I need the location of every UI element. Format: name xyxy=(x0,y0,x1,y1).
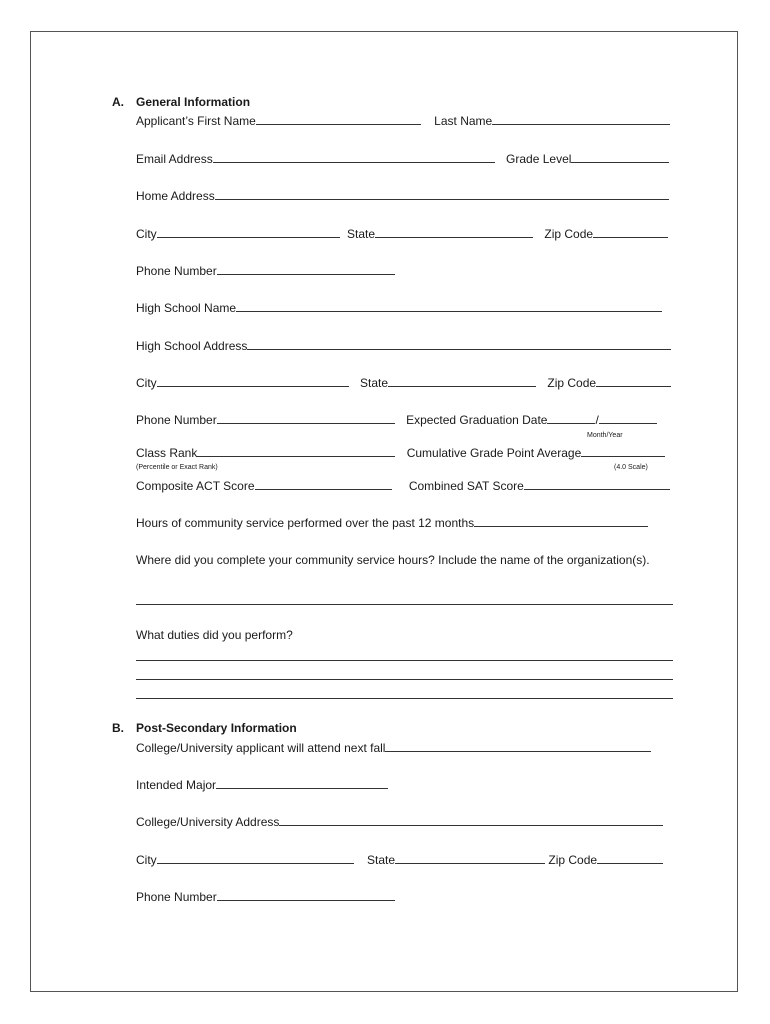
city-row xyxy=(136,227,668,241)
phone-row xyxy=(136,264,395,278)
hs-name-label: High School Name xyxy=(136,301,237,315)
email-row xyxy=(136,152,669,166)
hs-phone-label: Phone Number xyxy=(136,413,217,427)
duties-answer-line-1[interactable] xyxy=(136,660,673,661)
college-city-field[interactable] xyxy=(157,853,354,864)
hs-state-label: State xyxy=(360,376,389,390)
section-a-title: General Information xyxy=(136,95,251,109)
college-phone-field[interactable] xyxy=(217,890,395,901)
city-field[interactable] xyxy=(157,227,340,238)
hs-city-label: City xyxy=(136,376,157,390)
hours-field[interactable] xyxy=(474,516,648,527)
act-label: Composite ACT Score xyxy=(136,479,255,493)
college-address-field[interactable] xyxy=(279,815,663,826)
city-label: City xyxy=(136,227,157,241)
class-rank-note: (Percentile or Exact Rank) xyxy=(136,464,218,471)
duties-answer-line-3[interactable] xyxy=(136,698,673,699)
phone-label: Phone Number xyxy=(136,264,217,278)
section-b-letter: B. xyxy=(112,721,124,735)
grade-level-field[interactable] xyxy=(571,152,669,163)
hs-phone-row xyxy=(136,413,657,427)
grad-year-field[interactable] xyxy=(599,413,657,424)
college-field[interactable] xyxy=(385,741,651,752)
duties-question-row xyxy=(136,628,293,642)
hs-name-row xyxy=(136,301,662,315)
duties-question: What duties did you perform? xyxy=(136,628,293,642)
hs-city-row xyxy=(136,376,671,390)
major-row xyxy=(136,778,388,792)
hs-name-field[interactable] xyxy=(236,301,662,312)
email-label: Email Address xyxy=(136,152,213,166)
hs-phone-field[interactable] xyxy=(217,413,395,424)
hours-label: Hours of community service performed over the past 12 months xyxy=(136,516,475,530)
home-address-field[interactable] xyxy=(215,189,669,200)
hs-state-field[interactable] xyxy=(388,376,536,387)
grad-date-slash: / xyxy=(595,413,599,427)
college-city-label: City xyxy=(136,853,157,867)
hs-address-row xyxy=(136,339,671,353)
state-label: State xyxy=(347,227,376,241)
state-field[interactable] xyxy=(375,227,533,238)
hours-row xyxy=(136,516,648,530)
college-state-label: State xyxy=(367,853,396,867)
gpa-label: Cumulative Grade Point Average xyxy=(406,446,582,460)
section-a-letter: A. xyxy=(112,95,124,109)
form-page xyxy=(30,31,738,992)
last-name-field[interactable] xyxy=(492,114,670,125)
gpa-note: (4.0 Scale) xyxy=(614,464,648,471)
grade-level-label: Grade Level xyxy=(506,152,572,166)
college-address-label: College/University Address xyxy=(136,815,280,829)
hs-address-field[interactable] xyxy=(247,339,671,350)
class-rank-field[interactable] xyxy=(197,446,395,457)
phone-field[interactable] xyxy=(217,264,395,275)
grad-month-field[interactable] xyxy=(547,413,595,424)
college-city-row xyxy=(136,853,663,867)
hs-city-field[interactable] xyxy=(157,376,349,387)
zip-field[interactable] xyxy=(593,227,668,238)
grad-date-label: Expected Graduation Date xyxy=(406,413,548,427)
class-rank-row xyxy=(136,446,665,460)
name-row xyxy=(136,114,670,128)
hs-zip-field[interactable] xyxy=(596,376,671,387)
college-zip-label: Zip Code xyxy=(548,853,598,867)
zip-label: Zip Code xyxy=(544,227,594,241)
college-phone-label: Phone Number xyxy=(136,890,217,904)
test-score-row xyxy=(136,479,670,493)
email-field[interactable] xyxy=(213,152,495,163)
home-address-label: Home Address xyxy=(136,189,215,203)
college-row xyxy=(136,741,651,755)
college-label: College/University applicant will attend next fall xyxy=(136,741,386,755)
college-phone-row xyxy=(136,890,395,904)
college-address-row xyxy=(136,815,663,829)
class-rank-label: Class Rank xyxy=(136,446,198,460)
first-name-label: Applicant’s First Name xyxy=(136,114,256,128)
sat-field[interactable] xyxy=(524,479,670,490)
sat-label: Combined SAT Score xyxy=(408,479,524,493)
hs-zip-label: Zip Code xyxy=(547,376,597,390)
last-name-label: Last Name xyxy=(434,114,493,128)
where-answer-line[interactable] xyxy=(136,604,673,605)
month-year-note: Month/Year xyxy=(587,432,623,439)
college-state-field[interactable] xyxy=(395,853,545,864)
hs-address-label: High School Address xyxy=(136,339,248,353)
major-label: Intended Major xyxy=(136,778,217,792)
first-name-field[interactable] xyxy=(256,114,421,125)
where-question: Where did you complete your community service hours? Include the name of the organization(s). xyxy=(136,553,650,567)
college-zip-field[interactable] xyxy=(597,853,663,864)
home-address-row xyxy=(136,189,669,203)
gpa-field[interactable] xyxy=(581,446,665,457)
duties-answer-line-2[interactable] xyxy=(136,679,673,680)
act-field[interactable] xyxy=(255,479,392,490)
section-b-title: Post-Secondary Information xyxy=(136,721,297,735)
major-field[interactable] xyxy=(216,778,388,789)
